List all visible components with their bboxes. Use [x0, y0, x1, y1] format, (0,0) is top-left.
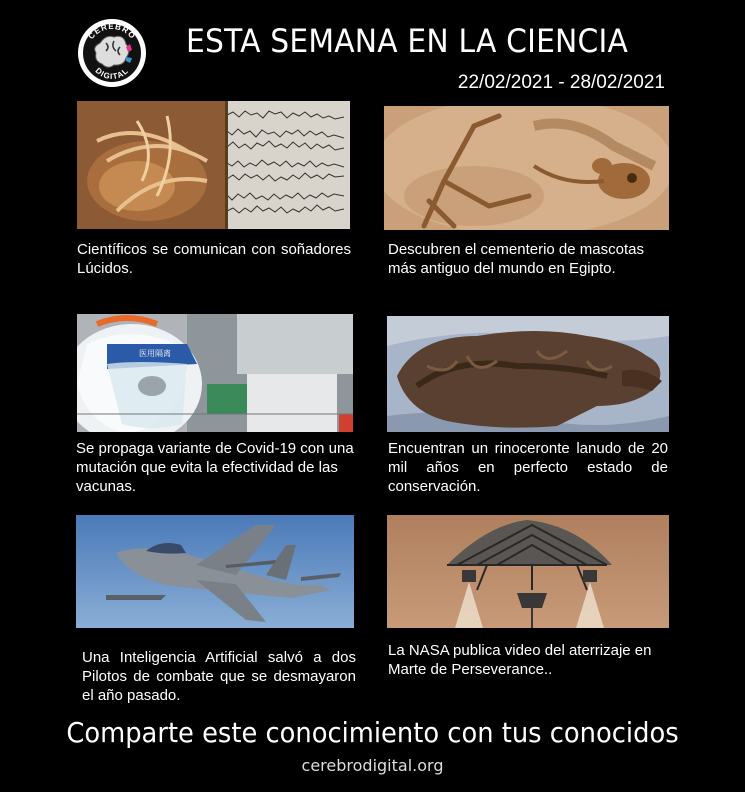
page-title: ESTA SEMANA EN LA CIENCIA	[186, 22, 628, 60]
news-image-covid-variant	[77, 314, 353, 432]
news-image-lucid-dreamers	[77, 101, 350, 229]
svg-text:DIGITAL	[94, 66, 131, 81]
news-image-mars-landing	[387, 515, 669, 628]
news-image-fighter-jet	[76, 515, 354, 628]
news-caption-lucid-dreamers: Científicos se comunican con soñadores Lúcidos.	[77, 241, 351, 277]
date-range: 22/02/2021 - 28/02/2021	[457, 72, 665, 93]
brand-logo	[76, 17, 148, 89]
svg-text:CEREBRO	[87, 22, 138, 41]
news-caption-pet-cemetery: Descubren el cementerio de mascotas más antiguo del mundo en Egipto.	[388, 241, 644, 277]
news-caption-covid-variant: Se propaga variante de Covid-19 con una mutación que evita la efectividad de las vacunas.	[76, 440, 354, 495]
logo-text-bottom: DIGITAL	[93, 65, 131, 82]
news-image-woolly-rhino	[387, 316, 669, 432]
footer-url-link[interactable]: cerebrodigital.org	[301, 756, 444, 775]
news-caption-woolly-rhino: Encuentran un rinoceronte lanudo de 20 mil años en perfecto estado de conservación.	[388, 440, 668, 495]
footer-tagline: Comparte este conocimiento con tus conocidos	[66, 716, 679, 749]
news-caption-mars-landing: La NASA publica video del aterrizaje en Marte de Perseverance..	[388, 642, 652, 678]
svg-text:医用隔离: 医用隔离	[139, 349, 171, 358]
news-caption-ai-pilots: Una Inteligencia Artificial salvó a dos Pilotos de combate que se desmayaron el año pasado.	[82, 649, 356, 704]
news-image-pet-cemetery	[384, 106, 669, 230]
logo-text-top: CEREBRO	[86, 21, 138, 41]
